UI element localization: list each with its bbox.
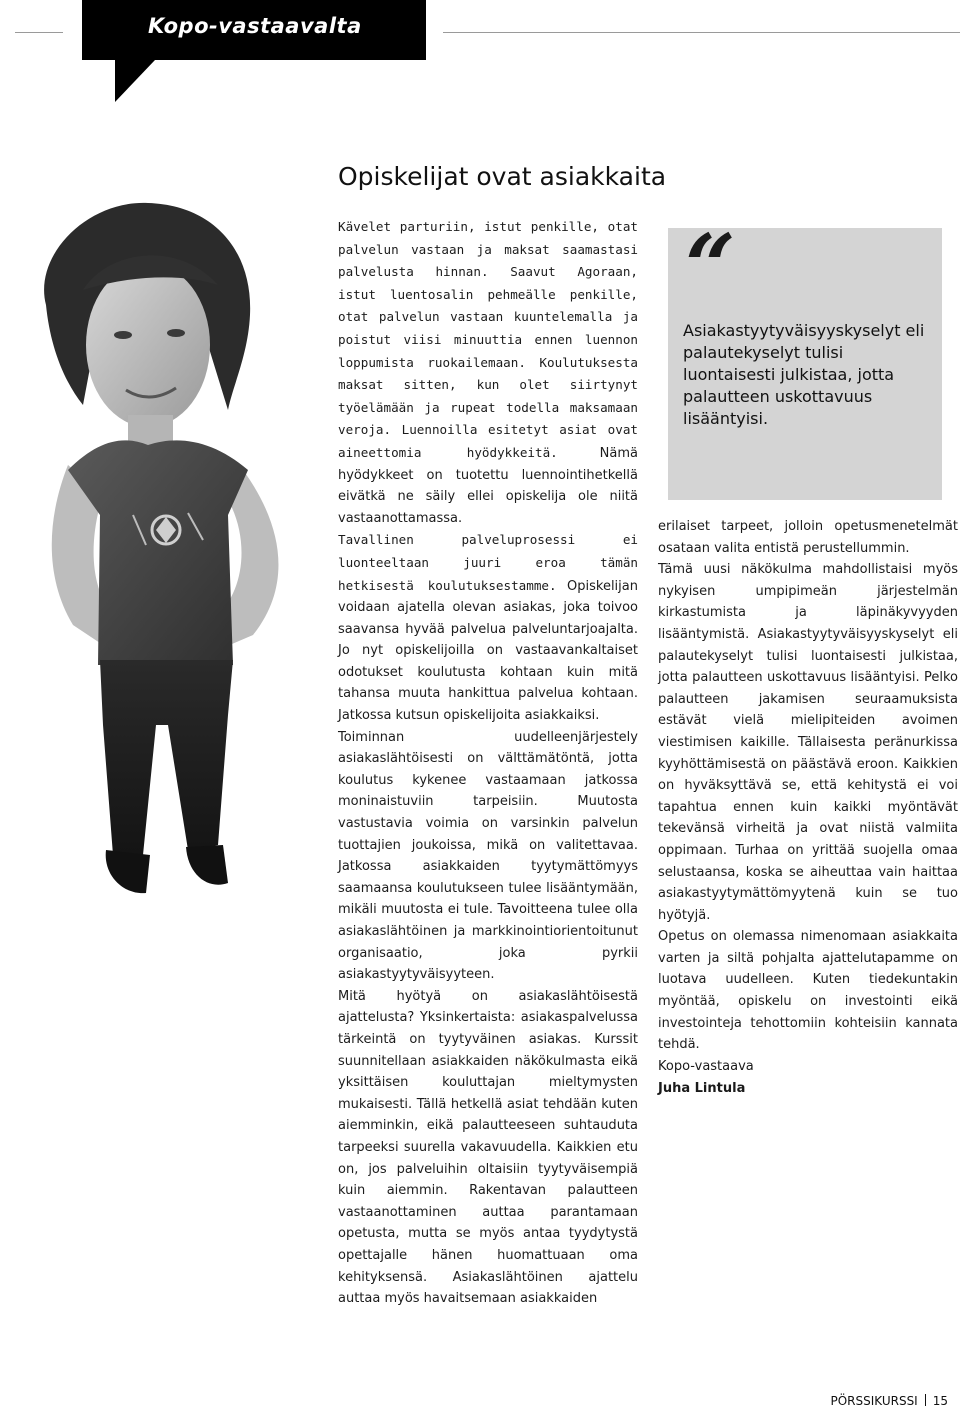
publication-name: PÖRSSIKURSSI: [830, 1394, 918, 1408]
footer-divider: [925, 1394, 926, 1406]
paragraph: Toiminnan uudelleenjärjestely asiakaslähtöisesti on välttämätöntä, jotta koulutus kykenee vastaamaan jatkossa moninaistuviin tarpeisiin. Muutosta vastustavia voimia on varsinkin palvelun tuottajien joukoissa, mikä on valitettavaa. Jatkossa asiakkaiden tyytymättömyys saamaansa koulutukseen tulee lisääntymään, mikäli muutosta ei tule. Tavoitteena tulee olla asiakaslähtöinen ja markkinointiorientoitunut organisaatio, joka pyrkii asiakastyytyväisyyteen.: [338, 729, 638, 983]
quote-mark-icon: “: [685, 214, 736, 318]
article-column-right: [658, 516, 958, 1056]
author-signature: [658, 1056, 754, 1099]
paragraph: Tämä uusi näkökulma mahdollistaisi myös nykyisen umpipimeän järjestelmän kirkastumista ja läpinäkyvyyden lisääntymistä. Asiakastyytyväisyyskyselyt eli palautekyselyt tulisi luontaisesti julkistaa, jotta palautteen uskottavuus lisääntyisi. Pelko palautteen jakamisen seuraamuksista estävät vielä mielipiteiden avoimen viestimisen kaikille. Tällaisesta peränurkissa kyyhöttämisestä on päästävä eroon. Kaikkien on hyväksyttävä se, että kehitystä ei voi tapahtua ennen kuin kaikki myöntävät tekevänsä virheitä ja ovat niistä valmiita oppimaan. Turhaa on yrittää suojella omaa selustaansa, koska se aiheuttaa vain haittaa asiakastyytymättömyytenä kuin se tuo hyötyjä.: [658, 562, 958, 923]
paragraph: Tavallinen palveluprosessi ei luonteeltaan juuri eroa tämän hetkisestä koulutuksestamme. Opiskelijan voidaan ajatella olevan asiakas, joka toivoo saavansa hyvää palvelua palveluntarjoajalta. Jo nyt opiskelijoilla on vastaavankaltaiset odotukset koulutusta kohtaan kuin mitä tahansa muuta hankittua palvelua kohtaan. Jatkossa kutsun opiskelijoita asiakkaiksi.: [338, 532, 638, 724]
paragraph: Opetus on olemassa nimenomaan asiakkaita varten ja siltä pohjalta ajattelutapamme on luotava uudelleen. Kuten tiedekuntakin myöntää, opiskelu on investointi eikä investointeja tehottomiin kohteisiin kannata tehdä.: [658, 929, 958, 1053]
header-rule-left: [15, 32, 63, 33]
header-rule-right: [443, 32, 960, 33]
paragraph: Kävelet parturiin, istut penkille, otat palvelun vastaan ja maksat saamastasi palvelusta hinnan. Saavut Agoraan, istut luentosalin pehmeälle penkille, otat palvelun vastaan kuuntelemalla ja poistut viisi minuuttia ennen luennon loppumista ruokailemaan. Koulutuksesta maksat sitten, kun olet siirtynyt työelämään ja rupeat todella maksamaan veroja. Luennoilla esitetyt asiat ovat aineettomia hyödykkeitä. Nämä hyödykkeet on tuotettu luennointihetkellä eivätkä ne säily ellei opiskelija ole niitä vastaanottamassa.: [338, 219, 638, 526]
page-footer: [830, 1394, 948, 1408]
banner-tail-shape: [115, 60, 155, 104]
author-name: Juha Lintula: [658, 1080, 746, 1096]
pull-quote-text: Asiakastyytyväisyyskyselyt eli palautekyselyt tulisi luontaisesti julkistaa, jotta palautteen uskottavuus lisääntyisi.: [683, 321, 925, 428]
paragraph: Mitä hyötyä on asiakaslähtöisestä ajattelusta? Yksinkertaista: asiakaspalvelussa tärkeintä on tyytyväinen asiakas. Kurssit suunnitellaan asiakkaiden näkökulmasta eikä yksittäisen kouluttajan mieltymysten mukaisesti. Tällä hetkellä asiat tehdään kuten aiemminkin, eikä palautteeseen suhtauduta tarpeeksi suurella vakavuudella. Kaikkien etu on, jos palveluihin oltaisiin tyytyväisempiä kuin aiemmin. Rakentavan palautteen vastaanottaminen auttaa parantamaan opetusta, mutta se myös antaa tyydytystä opettajalle hänen huomattuaan oma kehityksensä. Asiakaslähtöinen ajattelu auttaa myös havaitsemaan asiakkaiden: [338, 988, 638, 1307]
student-photo: [28, 195, 328, 915]
author-role: Kopo-vastaava: [658, 1059, 754, 1074]
section-label: Kopo-vastaavalta: [148, 14, 362, 38]
article-title: Opiskelijat ovat asiakkaita: [338, 162, 667, 191]
paragraph: erilaiset tarpeet, jolloin opetusmenetelmät osataan valita entistä perustellummin.: [658, 519, 958, 556]
page-number: 15: [932, 1394, 948, 1408]
article-column-left: [338, 216, 638, 1310]
